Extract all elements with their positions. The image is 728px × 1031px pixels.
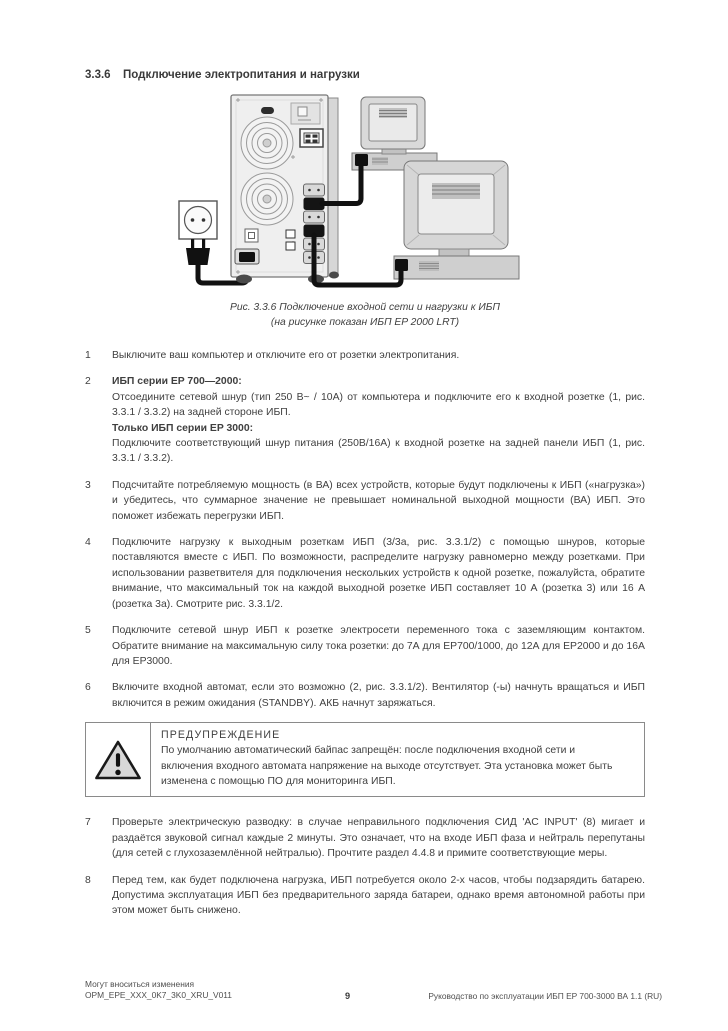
list-item-number: 1 [85, 350, 91, 361]
list-item [85, 873, 645, 919]
list-item-number: 7 [85, 817, 91, 829]
list-item-number: 4 [85, 537, 91, 549]
section-title-text: Подключение электропитания и нагрузки [123, 69, 360, 81]
list-item [85, 623, 645, 669]
ups-input-socket [235, 249, 259, 264]
footer-note: Могут вноситься изменения [85, 979, 195, 989]
ups-connection-figure [167, 91, 527, 296]
list-item-text [112, 623, 645, 669]
section-number: 3.3.6 [85, 69, 111, 81]
warning-icon-cell [86, 723, 151, 796]
warning-box [85, 722, 645, 797]
page-number: 9 [345, 991, 351, 1002]
list-item-text [112, 348, 645, 363]
load-plug-1 [355, 154, 368, 166]
warning-triangle-icon [94, 738, 142, 782]
list-item-paragraph: Отсоедините сетевой шнур (тип 250 В~ / 10А) от компьютера и подключите его к входной розетке (1, рис. 3.3.1 / 3.3.2) на задней стороне ИБП. [112, 391, 645, 419]
figure-caption-line2: (на рисунке показан ИБП EP 2000 LRT) [270, 317, 460, 328]
list-item-paragraph: Подключите соответствующий шнур питания (250В/16А) к входной розетке на задней панели ИБП (1, рис. 3.3.1 / 3.3.2). [112, 438, 645, 465]
list-item-text [112, 535, 645, 612]
list-item-text [112, 374, 645, 466]
warning-content [151, 723, 623, 796]
list-item-text [112, 873, 645, 919]
page-footer [85, 979, 662, 1003]
list-item-paragraph: Подключите нагрузку к выходным розеткам ИБП (3/3а, рис. 3.3.1/2) с помощью шнуров, которые поставляются вместе с ИБП. По возможности, распределите нагрузку равномерно между розетками. При использовании разветвителя для подключения нескольких устройств к одной розетке, пожалуйста, обратите внимание, что максимальный ток на каждой выходной розетке ИБП составляет 10 А (розетка 3) или 16 А (розетка 3а). Смотрите рис. 3.3.1/2. [112, 537, 645, 610]
list-item [85, 478, 645, 524]
serial-port-icon [261, 107, 274, 114]
section-heading [85, 69, 645, 81]
list-item [85, 374, 645, 466]
list-item-text [112, 680, 645, 711]
mains-plug-icon [186, 239, 210, 265]
ups-rear-illustration [231, 95, 339, 284]
figure-caption-line1: Рис. 3.3.6 Подключение входной сети и нагрузки к ИБП [230, 302, 500, 313]
warning-text: По умолчанию автоматический байпас запрещён: после подключения входной сети и включения входного автомата напряжение на выходе отсутствует. Эта установка может быть изменена с помощью ПО для мониторинга ИБП. [161, 745, 613, 787]
terminal-block-icon [300, 129, 323, 147]
list-item-subheading: ИБП серии EP 700—2000: [112, 376, 242, 388]
load-plug-2 [395, 259, 408, 271]
list-item-text [112, 478, 645, 524]
list-item-text [112, 815, 645, 861]
list-item-paragraph: Перед тем, как будет подключена нагрузка, ИБП потребуется около 2-х часов, чтобы подзарядить батарею. Допустима эксплуатация ИБП без предварительного заряда батареи, однако время автономной работы при этом может быть снижено. [112, 874, 645, 917]
list-item-number: 5 [85, 625, 91, 637]
steps-list-7-8 [85, 815, 645, 918]
computer-large-illustration [394, 161, 519, 279]
fan-icon [241, 173, 293, 225]
list-item [85, 815, 645, 861]
list-item-paragraph: Включите входной автомат, если это возможно (2, рис. 3.3.1/2). Вентилятор (-ы) начнуть вращаться и ИБП включится в режим ожидания (STANDBY). АКБ начнут заряжаться. [112, 682, 645, 709]
list-item-number: 8 [85, 874, 91, 886]
list-item-paragraph: Проверьте электрическую разводку: в случае неправильного подключения СИД 'AC INPUT' (8) мигает и раздаётся звуковой сигнал каждые 2 минуты. Это означает, что на входе ИБП фаза и нейтраль перепутаны (для сетей с глухозаземлённой нейтралью). Прочтите раздел 4.4.8 и примите соответствующие меры. [112, 817, 645, 860]
wall-socket-icon [179, 201, 217, 239]
warning-title: ПРЕДУПРЕЖДЕНИЕ [161, 729, 281, 742]
footer-left-block [85, 979, 232, 1000]
list-item-number: 2 [85, 376, 91, 388]
steps-list-1-6 [85, 348, 645, 711]
footer-doc-code: OPM_EPE_XXX_0K7_3K0_XRU_V011 [85, 989, 232, 1000]
fan-icon [241, 117, 293, 169]
list-item [85, 535, 645, 612]
comm-slot-panel [291, 103, 320, 124]
list-item [85, 680, 645, 711]
list-item-paragraph: Подключите сетевой шнур ИБП к розетке электросети переменного тока с заземляющим контактом. Обратите внимание на максимальную силу тока розетки: до 7А для EP700/1000, до 12А для EP2000 и до 16А для EP3000. [112, 625, 645, 667]
list-item-paragraph: Подсчитайте потребляемую мощность (в ВА) всех устройств, которые будут подключены к ИБП («нагрузка») и убедитесь, что суммарное значение не превышает номинальной выходной мощности (ВА) ИБП. Это поможет избежать перегрузки ИБП. [112, 479, 645, 522]
list-item-number: 3 [85, 479, 91, 491]
list-item-subheading: Только ИБП серии EP 3000: [112, 422, 254, 434]
footer-manual-title: Руководство по эксплуатации ИБП EP 700-3000 ВА 1.1 (RU) [428, 991, 662, 1002]
ups-connection-illustration [167, 91, 527, 296]
list-item-paragraph: Выключите ваш компьютер и отключите его от розетки электропитания. [112, 350, 460, 361]
list-item [85, 348, 645, 363]
list-item-number: 6 [85, 682, 91, 694]
figure-caption [85, 300, 645, 330]
